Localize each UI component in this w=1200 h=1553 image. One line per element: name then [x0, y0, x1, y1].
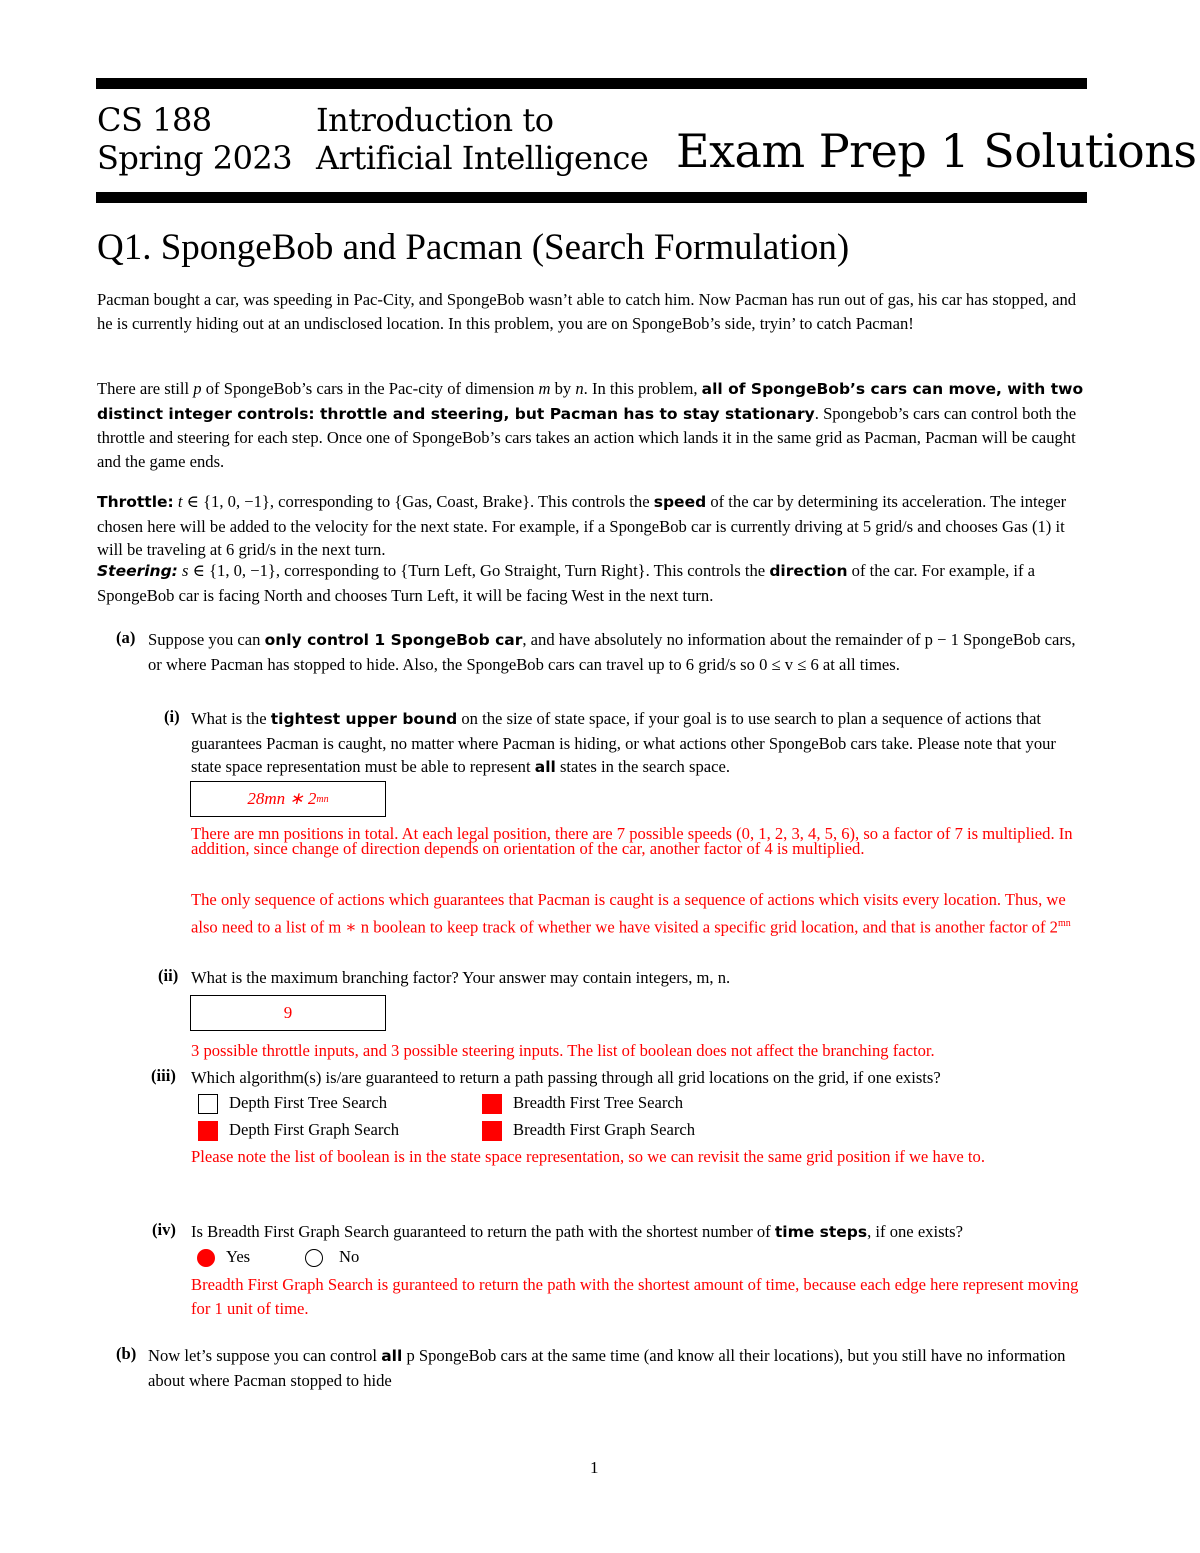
part-a-ii-solution: 3 possible throttle inputs, and 3 possible steering inputs. The list of boolean does not affect the branching factor. — [191, 1041, 935, 1060]
header-bottom-rule — [96, 192, 1087, 203]
question-title: Q1. SpongeBob and Pacman (Search Formulation) — [97, 227, 850, 268]
option-breadth-first-tree-search: Breadth First Tree Search — [513, 1093, 684, 1112]
part-a-iv-solution: Breadth First Graph Search is guranteed to return the path with the shortest amount of time, because each edge here represent moving for 1 unit of time. — [191, 1275, 1079, 1318]
option-yes: Yes — [226, 1247, 251, 1266]
checkbox-breadth-first-graph-search[interactable] — [482, 1121, 502, 1141]
throttle-description: Throttle: t ∈ {1, 0, −1}, corresponding to {Gas, Coast, Brake}. This controls the speed of the car by determining its acceleration. The integer chosen here will be added to the velocity for the next state. For example, if a SpongeBob car is currently driving at 5 grid/s and chooses Gas (1) it will be traveling at 6 grid/s in the next turn. — [97, 492, 1067, 559]
course-subject-line1: Introduction to — [316, 101, 554, 139]
document-title: Exam Prep 1 Solutions — [676, 124, 1197, 178]
part-a-i-answer-box[interactable]: 28mn ∗ 2 mn — [190, 781, 386, 817]
option-breadth-first-graph-search: Breadth First Graph Search — [513, 1120, 696, 1139]
steering-description: Steering: s ∈ {1, 0, −1}, corresponding to {Turn Left, Go Straight, Turn Right}. This controls the direction of the car. For example, if a SpongeBob car is facing North and chooses Turn Left, it will be facing West in the next turn. — [97, 561, 1036, 605]
part-a-label: (a) — [116, 628, 136, 647]
part-a-i-label: (i) — [164, 707, 180, 726]
part-a-ii-answer-box[interactable] — [190, 995, 386, 1031]
part-a-iv-label: (iv) — [152, 1220, 176, 1239]
part-a-i-solution-2: The only sequence of actions which guarantees that Pacman is caught is a sequence of actions which visits every location. Thus, we also need to a list of m ∗ n boolean to keep track of whether we have visited a specific grid location, and that is another factor of $2^{mn}$ — [191, 890, 1071, 937]
checkbox-depth-first-tree-search[interactable] — [198, 1094, 218, 1114]
checkbox-breadth-first-tree-search[interactable] — [482, 1094, 502, 1114]
page-number: 1 — [590, 1458, 599, 1477]
checkbox-depth-first-graph-search[interactable] — [198, 1121, 218, 1141]
course-term: Spring 2023 — [97, 139, 293, 177]
part-a-text: Suppose you can only control 1 SpongeBob car, and have absolutely no information about the remainder of p − 1 SpongeBob cars, or where Pacman has stopped to hide. Also, the SpongeBob cars can travel up to 6 grid/s so 0 ≤ v ≤ 6 at all times. — [148, 630, 1076, 674]
part-a-ii-text: What is the maximum branching factor? Your answer may contain integers, m, n. — [191, 968, 731, 987]
part-a-iv-text: Is Breadth First Graph Search guaranteed to return the path with the shortest number of time steps, if one exists? — [191, 1222, 963, 1241]
part-a-iii-solution: Please note the list of boolean is in the state space representation, so we can revisit the same grid position if we have to. — [191, 1147, 985, 1166]
course-number: CS 188 — [97, 101, 212, 139]
header-top-rule — [96, 78, 1087, 89]
option-no: No — [339, 1247, 360, 1266]
part-b-text: Now let’s suppose you can control all p SpongeBob cars at the same time (and know all their locations), but you still have no information about where Pacman stopped to hide — [148, 1346, 1066, 1390]
part-a-i-answer: 28mn ∗ 2 — [247, 789, 317, 808]
intro-paragraph-2: There are still p of SpongeBob’s cars in the Pac-city of dimension m by n. In this problem, all of SpongeBob’s cars can move, with two distinct integer controls: throttle and steering, but Pacman has to stay stationary. Spongebob’s cars can control both the throttle and steering for each step. Once one of SpongeBob’s cars takes an action which lands it in the same grid as Pacman, Pacman will be caught and the game ends. — [97, 379, 1084, 471]
intro-paragraph-1: Pacman bought a car, was speeding in Pac-City, and SpongeBob wasn’t able to catch him. Now Pacman has run out of gas, his car has stopped, and he is currently hiding out at an undisclosed location. In this problem, you are on SpongeBob’s side, tryin’ to catch Pacman! — [97, 290, 1077, 333]
part-a-i-text: What is the tightest upper bound on the size of state space, if your goal is to use search to plan a sequence of actions that guarantees Pacman is caught, no matter where Pacman is hiding, or what actions other SpongeBob cars take. Please note that your state space representation must be able to represent all states in the search space. — [191, 709, 1056, 776]
option-depth-first-tree-search: Depth First Tree Search — [229, 1093, 388, 1112]
part-b-label: (b) — [116, 1344, 137, 1363]
part-a-iii-text: Which algorithm(s) is/are guaranteed to return a path passing through all grid locations on the grid, if one exists? — [191, 1068, 941, 1087]
radio-no[interactable] — [305, 1249, 323, 1267]
part-a-ii-label: (ii) — [158, 966, 179, 985]
part-a-i-solution-1: There are mn positions in total. At each legal position, there are 7 possible speeds (0, 1, 2, 3, 4, 5, 6), so a factor of 7 is multiplied. In addition, since change of direction depends on orientation of the car, another factor of 4 is multiplied. — [191, 824, 1073, 858]
radio-yes[interactable] — [197, 1249, 215, 1267]
part-a-ii-answer: 9 — [283, 1003, 293, 1022]
course-subject-line2: Artificial Intelligence — [316, 139, 649, 177]
part-a-iii-label: (iii) — [151, 1066, 176, 1085]
option-depth-first-graph-search: Depth First Graph Search — [229, 1120, 400, 1139]
